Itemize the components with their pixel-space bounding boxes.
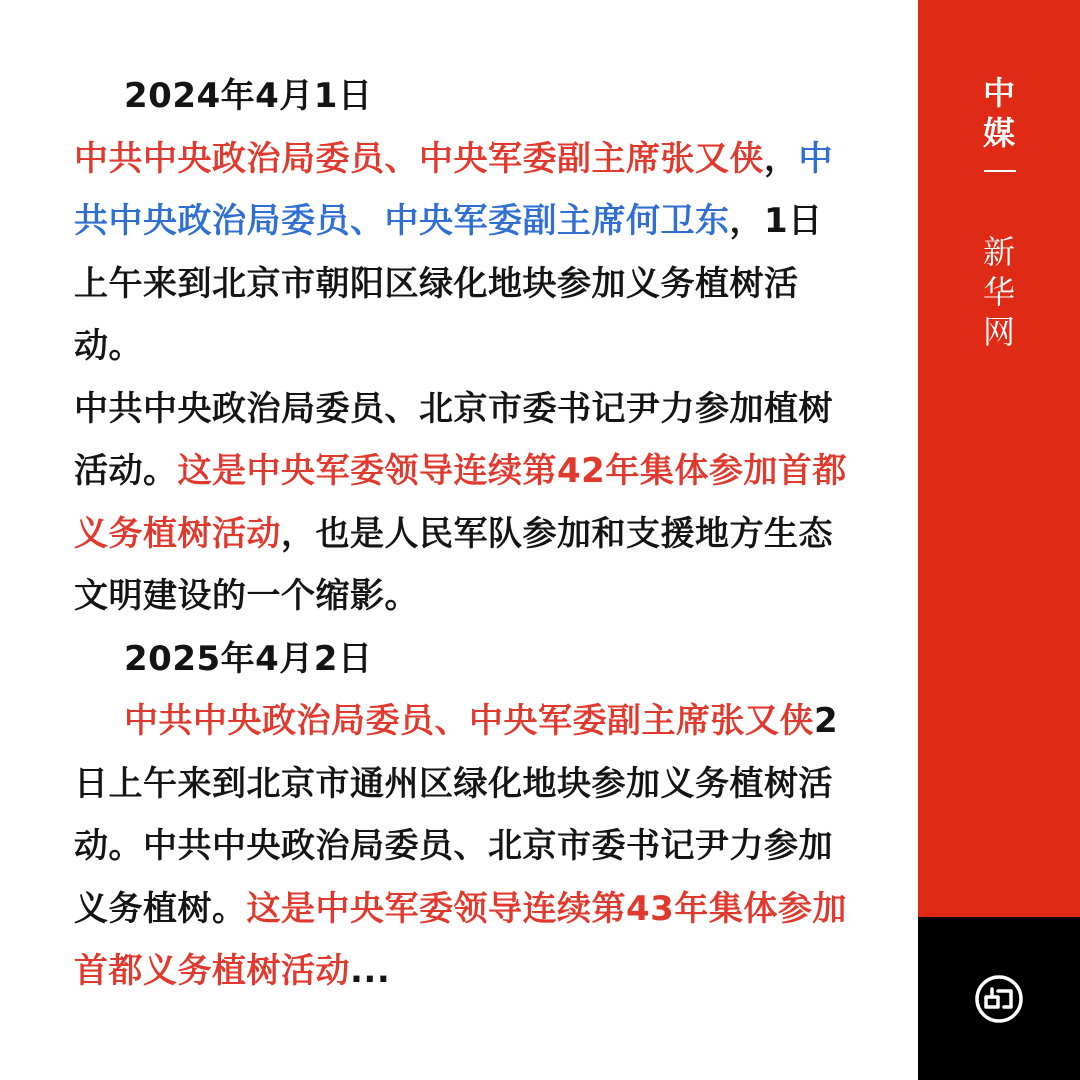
source-char: 华	[982, 273, 1015, 311]
paragraph-2-rest: ，也是人民军队参加和支援地方生态文明建设的一个缩影。	[74, 513, 833, 616]
xinhua-logo-icon	[973, 973, 1025, 1025]
logo-panel	[918, 917, 1080, 1080]
source-char: 新	[982, 233, 1015, 271]
highlight-42nd-year: 这是中央军委领导连续第42年集体参加首都义务植树活动	[74, 451, 847, 554]
highlight-43rd-year: 这是中央军委领导连续第43年集体参加首都义务植树活动	[74, 888, 847, 991]
source-char: 网	[982, 313, 1015, 351]
brand-char: 媒	[982, 114, 1015, 152]
highlight-zhang-youxia: 中共中央政治局委员、中央军委副主席张又侠	[74, 138, 764, 179]
paragraph-1	[74, 128, 854, 378]
separator: ，	[764, 138, 799, 179]
paragraph-2-text: 中共中央政治局委员、北京市委书记尹力参加植树活动。	[74, 388, 833, 491]
ellipsis: ...	[350, 951, 391, 991]
divider-dash	[984, 170, 1016, 172]
source-sidebar	[918, 0, 1080, 917]
paragraph-3	[74, 690, 854, 1003]
date-2025: 2025年4月2日	[124, 638, 373, 679]
brand-label	[918, 73, 1080, 153]
source-label	[918, 232, 1080, 352]
date-2024: 2024年4月1日	[124, 76, 373, 116]
highlight-zhang-youxia-2025: 中共中央政治局委员、中央军委副主席张又侠	[124, 701, 814, 741]
article-body	[74, 65, 854, 1003]
paragraph-3-rest: 2日上午来到北京市通州区绿化地块参加义务植树活动。中共中央政治局委员、北京市委书记尹力参加义务植树。	[74, 701, 839, 929]
paragraph-1-rest: ，1日上午来到北京市朝阳区绿化地块参加义务植树活动。	[74, 201, 823, 366]
brand-char: 中	[982, 74, 1015, 112]
paragraph-2	[74, 378, 854, 628]
highlight-he-weidong: 中共中央政治局委员、中央军委副主席何卫东	[74, 138, 833, 241]
